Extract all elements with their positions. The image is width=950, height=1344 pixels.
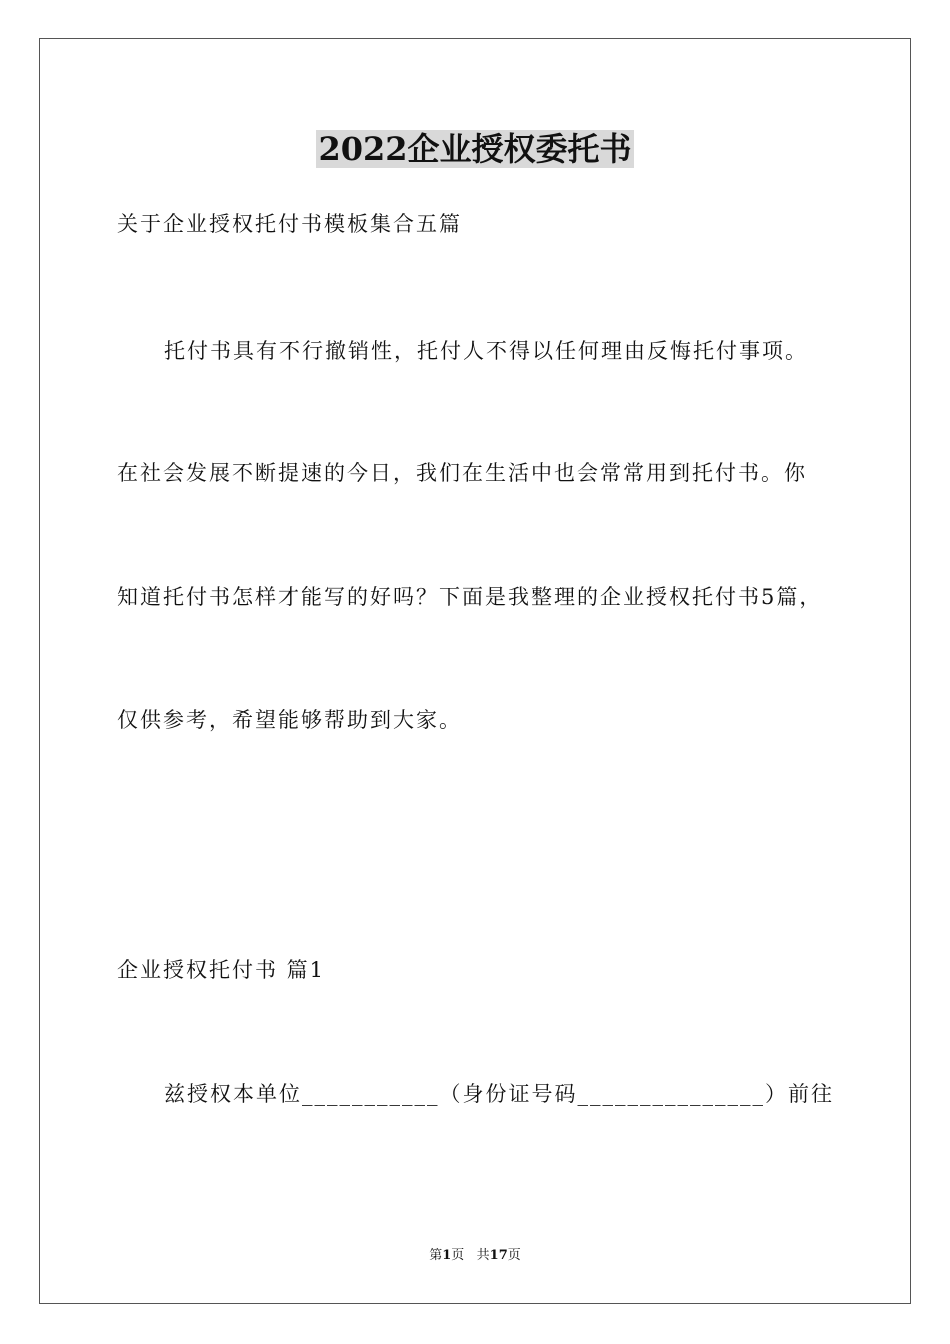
document-title bbox=[0, 127, 950, 171]
paragraph-line-4: 仅供参考，希望能够帮助到大家。 bbox=[117, 708, 462, 732]
footer-page-prefix: 第 bbox=[429, 1248, 443, 1263]
title-text: 2022企业授权委托书 bbox=[318, 130, 632, 168]
subtitle: 关于企业授权托付书模板集合五篇 bbox=[117, 212, 462, 236]
footer-page-suffix: 页 bbox=[507, 1248, 521, 1263]
paragraph-line-1: 托付书具有不行撤销性，托付人不得以任何理由反悔托付事项。 bbox=[164, 339, 808, 363]
body-line: 兹授权本单位___________（身份证号码_______________）前往 bbox=[164, 1082, 834, 1106]
footer-page-number: 1 bbox=[442, 1248, 452, 1263]
footer-page-mid: 页 共 bbox=[451, 1248, 490, 1263]
paragraph-line-2: 在社会发展不断提速的今日，我们在生活中也会常常用到托付书。你 bbox=[117, 461, 807, 485]
paragraph-line-3: 知道托付书怎样才能写的好吗？下面是我整理的企业授权托付书5篇， bbox=[117, 585, 823, 609]
footer-total-pages: 17 bbox=[489, 1248, 508, 1263]
section-heading: 企业授权托付书 篇1 bbox=[117, 958, 326, 982]
page-footer bbox=[0, 1247, 950, 1265]
